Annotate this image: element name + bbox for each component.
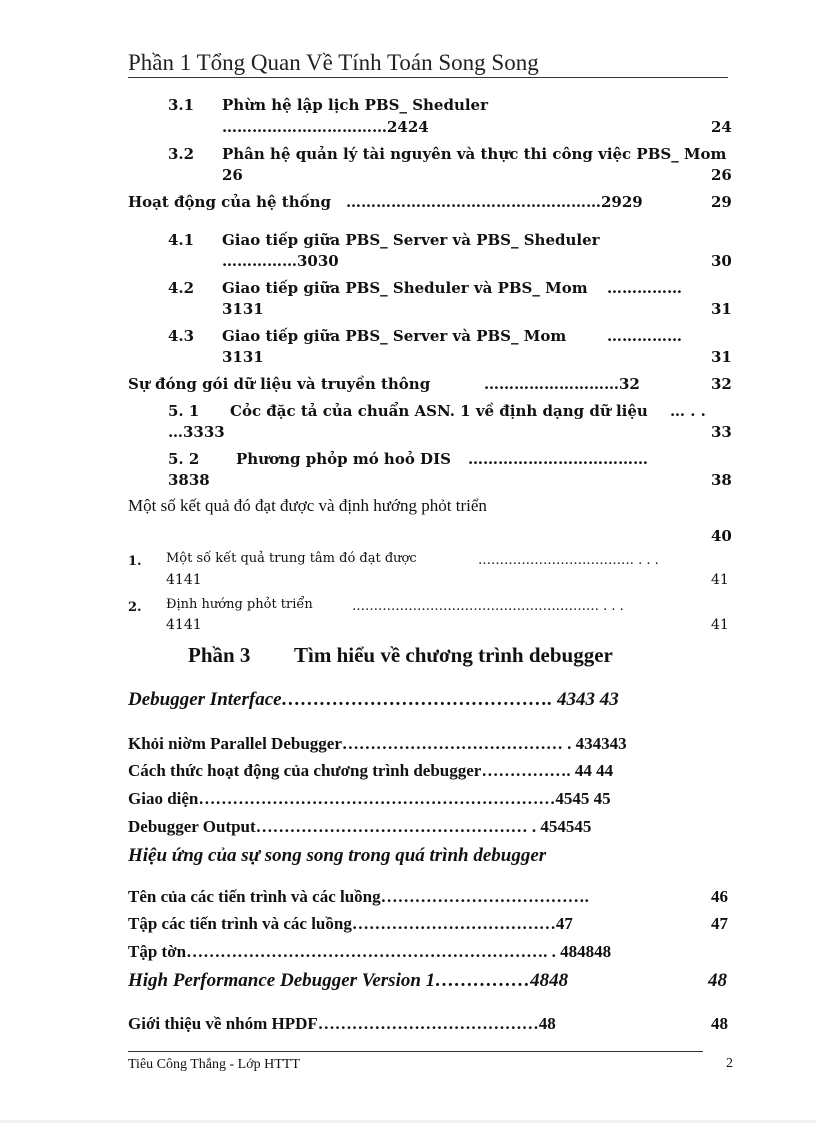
toc-page: 41 (711, 572, 729, 588)
toc-page: 38 (711, 471, 732, 489)
toc-title: Giao tiếp giữa PBS_ Sheduler và PBS_ Mom (222, 279, 588, 297)
toc-title: Hoạt động của hệ thống (128, 193, 332, 211)
toc-page: 40 (711, 527, 732, 545)
part-title: Tìm hiểu về chương trình debugger (294, 643, 613, 667)
toc3-entry: Giới thiệu về nhóm HPDF…………………………………48 (128, 1014, 556, 1033)
toc-title: Sự đóng gói dữ liệu và truyền thông (128, 375, 431, 393)
toc3-entry: Debugger Output………………………………………… . 454545 (128, 817, 592, 836)
toc-line2: 4141 (166, 617, 202, 633)
toc-title: Phừn hệ lập lịch PBS_ Sheduler (222, 96, 489, 114)
toc-page: 29 (711, 193, 732, 211)
toc-line2: ……………………………2424 (222, 118, 429, 136)
toc-title: Định hướng phỏt triển (166, 597, 313, 612)
part-label: Phần 3 (188, 643, 251, 667)
toc3-entry: Hiệu ứng của sự song song trong quá trình debugger (128, 845, 547, 866)
toc3-page: 48 (711, 1014, 728, 1033)
toc-num: 4.3 (168, 327, 195, 345)
toc-num: 3.1 (168, 96, 195, 114)
toc-line2: 3131 (222, 348, 264, 366)
toc-num: 1. (128, 554, 142, 569)
toc-dots: ………………………………………………… . . . (352, 599, 624, 614)
toc-page: 41 (711, 617, 729, 633)
toc-num: 5. 2 (168, 450, 200, 468)
toc-page: 24 (711, 118, 732, 136)
toc-title: Phân hệ quản lý tài nguyên và thực thi công việc PBS_ Mom (222, 145, 727, 163)
toc-title: Giao tiếp giữa PBS_ Server và PBS_ Mom (222, 327, 567, 345)
toc-num: 5. 1 (168, 402, 200, 420)
header-rule (128, 77, 728, 78)
toc-dots: …………… (607, 279, 682, 297)
toc3-page: 48 (708, 970, 727, 991)
toc3-entry: Cách thức hoạt động của chương trình debugger……………. 44 44 (128, 761, 614, 780)
toc-page: 33 (711, 423, 732, 441)
toc-num: 4.1 (168, 231, 195, 249)
toc3-entry: High Performance Debugger Version 1……………4848 (128, 970, 569, 991)
toc-title: Một số kết quả đó đạt được và định hướng phỏt triển (128, 496, 487, 515)
toc-dots: ……………………………………………2929 (346, 193, 643, 211)
toc3-entry: Tên của các tiến trình và các luồng………………………………. (128, 887, 589, 906)
toc-dots: … . . (670, 402, 706, 420)
toc-dots: ………………………32 (484, 375, 640, 393)
toc3-entry: Debugger Interface……………………………………. 4343 43 (128, 689, 619, 710)
toc-title: Giao tiếp giữa PBS_ Server và PBS_ Sheduler (222, 231, 600, 249)
toc-line2: …3333 (168, 423, 225, 441)
toc-page: 32 (711, 375, 732, 393)
page-header-title: Phần 1 Tổng Quan Về Tính Toán Song Song (128, 50, 539, 75)
page-number: 2 (726, 1056, 733, 1071)
toc-page: 30 (711, 252, 732, 270)
toc-num: 4.2 (168, 279, 195, 297)
toc3-entry: Giao diện………………………………………………………4545 45 (128, 789, 611, 808)
toc-line2: 26 (222, 166, 243, 184)
toc-title: Cỏc đặc tả của chuẩn ASN. 1 về định dạng dữ liệu (230, 402, 648, 420)
toc-line2: 4141 (166, 572, 202, 588)
toc3-entry: Khỏi niờm Parallel Debugger………………………………… . 434343 (128, 734, 627, 753)
toc-dots: ……………………………… (468, 450, 648, 468)
toc-page: 31 (711, 348, 732, 366)
toc-line2: 3131 (222, 300, 264, 318)
toc-num: 3.2 (168, 145, 195, 163)
toc3-page: 46 (711, 887, 728, 906)
toc-dots: …………… (607, 327, 682, 345)
toc-title: Phương phỏp mó hoỏ DIS (236, 450, 451, 468)
toc-page: 26 (711, 166, 732, 184)
toc-page: 31 (711, 300, 732, 318)
toc-dots: ……………………………… . . . (478, 553, 659, 568)
toc3-entry: Tập các tiến trình và các luồng………………………………47 (128, 914, 573, 933)
toc-title: Một số kết quả trung tâm đó đạt được (166, 551, 417, 566)
toc-line2: ……………3030 (222, 252, 339, 270)
footer-rule (128, 1051, 703, 1052)
toc-line2: 3838 (168, 471, 210, 489)
footer-author: Tiêu Công Thắng - Lớp HTTT (128, 1057, 300, 1072)
toc-num: 2. (128, 600, 142, 615)
toc3-page: 47 (711, 914, 728, 933)
toc3-entry: Tập tờn………………………………………………………. . 484848 (128, 942, 612, 961)
